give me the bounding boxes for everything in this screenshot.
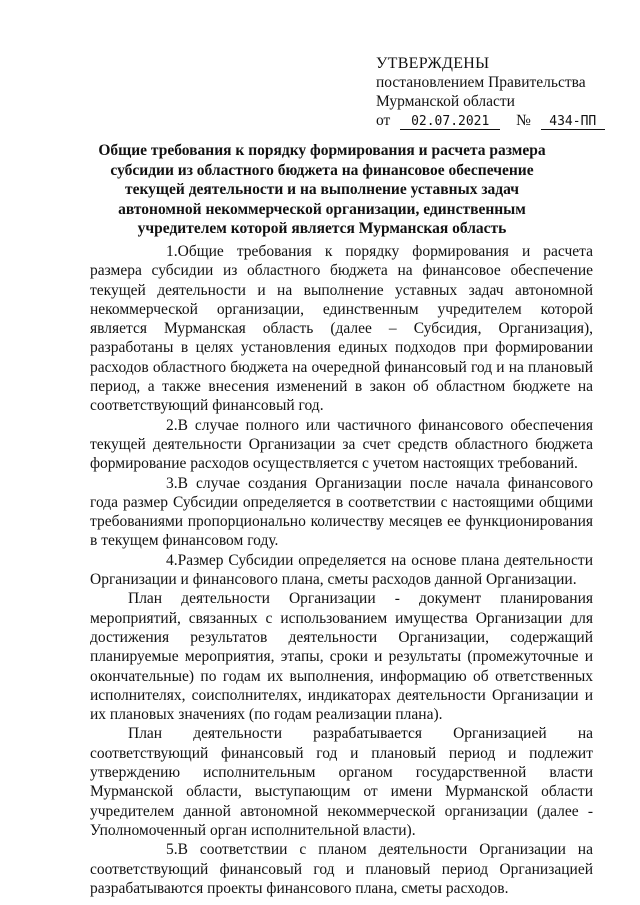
approval-number: 434-ПП <box>541 114 605 130</box>
paragraph-2 <box>90 416 593 474</box>
document-body <box>90 242 593 898</box>
paragraph-3 <box>90 474 593 551</box>
paragraph-text: Размер Субсидии определяется на основе плана деятельности Организации и финансового плана, сметы расходов данной Организации. <box>90 551 593 589</box>
paragraph-4-plan-definition <box>90 589 593 724</box>
paragraph-text: План деятельности разрабатывается Организацией на соответствующий финансовый год и плановый период и подлежит утверждению исполнительным органом государственной власти Мурманской области, выступающим от имени Мурманской области учредителем данной автономной некоммерческой организации (далее - Уполномоченный орган исполнительной власти). <box>90 725 593 839</box>
paragraph-5 <box>90 840 593 898</box>
approval-block <box>376 54 616 130</box>
paragraph-number: 2. <box>166 416 178 434</box>
paragraph-number: 1. <box>166 243 178 260</box>
paragraph-4 <box>90 551 593 590</box>
approval-line-1: постановлением Правительства <box>376 74 586 91</box>
paragraph-number: 4. <box>166 551 178 569</box>
paragraph-text: В соответствии с планом деятельности Организации на соответствующий финансовый год и плановый период Организацией разрабатываются проекты финансового плана, сметы расходов. <box>90 841 593 897</box>
approval-date: 02.07.2021 <box>400 114 500 130</box>
number-sign: № <box>516 112 531 129</box>
paragraph-text: План деятельности Организации - документ планирования мероприятий, связанных с использованием имущества Организации для достижения результатов деятельности Организации, содержащий планируемые мероприятия, этапы, сроки и результаты (промежуточные и окончательные) по годам их выполнения, информацию об ответственных исполнителях, соисполнителях, индикаторах деятельности Организации и их плановых значениях (по годам реализации плана). <box>90 590 593 724</box>
document-title: Общие требования к порядку формирования и расчета размера субсидии из областного бюджета на финансовое обеспечение текущей деятельности и на выполнение уставных задач автономной некоммерческой организации, единственным учредителем которой является Мурманская область <box>98 142 546 237</box>
paragraph-text: В случае полного или частичного финансового обеспечения текущей деятельности Организации за счет средств областного бюджета формирование расходов осуществляется с учетом настоящих требований. <box>90 416 593 473</box>
paragraph-1 <box>90 242 593 416</box>
from-label: от <box>376 112 391 129</box>
approval-date-row <box>376 111 616 130</box>
approval-line-2: Мурманской области <box>376 93 515 110</box>
approval-heading: УТВЕРЖДЕНЫ <box>376 55 490 72</box>
paragraph-4-plan-approval <box>90 724 593 840</box>
paragraph-text: В случае создания Организации после начала финансового года размер Субсидии определяется в соответствии с настоящими общими требованиями пропорционально количеству месяцев ее функционирования в текущем финансовом году. <box>90 474 593 550</box>
paragraph-number: 3. <box>166 474 178 492</box>
paragraph-number: 5. <box>166 841 178 859</box>
paragraph-text: Общие требования к порядку формирования и расчета размера субсидии из областного бюджета на финансовое обеспечение текущей деятельности и на выполнение уставных задач автономной некоммерческой организации, единственным учредителем которой является Мурманская область (далее – Субсидия, Организация), разработаны в целях установления единых подходов при формировании расходов областного бюджета на очередной финансовый год и на плановый период, а также внесения изменений в закон об областном бюджете на соответствующий финансовый год. <box>90 243 593 415</box>
